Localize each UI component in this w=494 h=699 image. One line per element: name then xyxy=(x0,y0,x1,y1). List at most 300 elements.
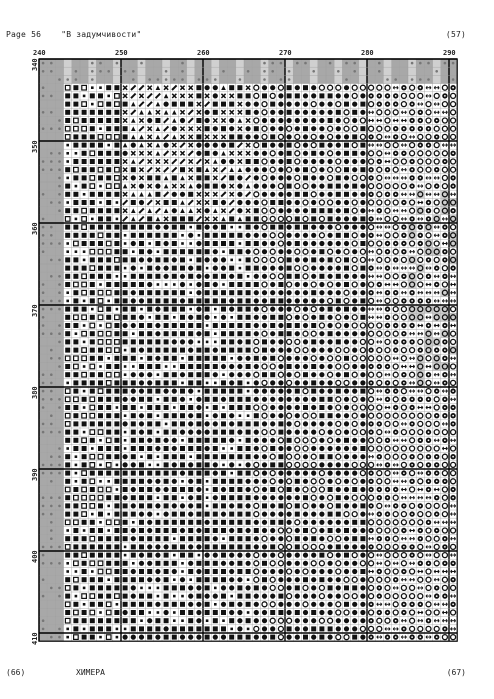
stitch-cell xyxy=(113,617,121,625)
stitch-cell xyxy=(72,535,80,543)
stitch-cell xyxy=(170,141,178,149)
stitch-cell xyxy=(400,305,408,313)
stitch-cell xyxy=(310,272,318,280)
stitch-cell xyxy=(39,617,47,625)
stitch-cell xyxy=(154,305,162,313)
stitch-cell xyxy=(441,190,449,198)
stitch-cell xyxy=(449,379,457,387)
stitch-cell xyxy=(178,256,186,264)
stitch-cell xyxy=(383,453,391,461)
stitch-cell xyxy=(228,256,236,264)
stitch-cell xyxy=(219,633,227,641)
stitch-cell xyxy=(449,600,457,608)
stitch-cell xyxy=(219,321,227,329)
stitch-cell xyxy=(408,116,416,124)
stitch-cell xyxy=(219,100,227,108)
stitch-cell xyxy=(162,280,170,288)
stitch-cell xyxy=(211,182,219,190)
stitch-cell xyxy=(383,330,391,338)
stitch-cell xyxy=(96,625,104,633)
stitch-cell xyxy=(260,510,268,518)
stitch-cell xyxy=(195,239,203,247)
stitch-cell xyxy=(285,633,293,641)
stitch-cell xyxy=(129,371,137,379)
stitch-cell xyxy=(219,248,227,256)
stitch-cell xyxy=(105,461,113,469)
stitch-cell xyxy=(236,305,244,313)
stitch-cell xyxy=(392,617,400,625)
stitch-cell xyxy=(88,354,96,362)
stitch-cell xyxy=(408,461,416,469)
stitch-cell xyxy=(392,182,400,190)
stitch-cell xyxy=(219,600,227,608)
stitch-cell xyxy=(146,289,154,297)
stitch-cell xyxy=(39,412,47,420)
stitch-cell xyxy=(293,371,301,379)
stitch-cell xyxy=(326,502,334,510)
stitch-cell xyxy=(260,305,268,313)
stitch-cell xyxy=(55,387,63,395)
stitch-cell xyxy=(408,543,416,551)
stitch-cell xyxy=(408,125,416,133)
stitch-cell xyxy=(80,535,88,543)
stitch-cell xyxy=(342,141,350,149)
stitch-cell xyxy=(113,321,121,329)
stitch-cell xyxy=(433,223,441,231)
stitch-cell xyxy=(285,100,293,108)
stitch-cell xyxy=(351,133,359,141)
stitch-cell xyxy=(252,526,260,534)
stitch-cell xyxy=(146,444,154,452)
stitch-cell xyxy=(105,231,113,239)
stitch-cell xyxy=(72,280,80,288)
stitch-cell xyxy=(187,338,195,346)
stitch-cell xyxy=(285,526,293,534)
stitch-cell xyxy=(351,92,359,100)
stitch-cell xyxy=(310,116,318,124)
stitch-cell xyxy=(211,518,219,526)
stitch-cell xyxy=(162,510,170,518)
stitch-cell xyxy=(351,108,359,116)
stitch-cell xyxy=(367,469,375,477)
stitch-cell xyxy=(170,239,178,247)
stitch-cell xyxy=(80,592,88,600)
stitch-cell xyxy=(318,567,326,575)
stitch-cell xyxy=(400,453,408,461)
stitch-cell xyxy=(64,84,72,92)
stitch-cell xyxy=(113,379,121,387)
stitch-cell xyxy=(252,494,260,502)
stitch-cell xyxy=(433,436,441,444)
stitch-cell xyxy=(334,461,342,469)
stitch-cell xyxy=(121,256,129,264)
stitch-cell xyxy=(326,166,334,174)
stitch-cell xyxy=(39,84,47,92)
stitch-cell xyxy=(342,157,350,165)
stitch-cell xyxy=(351,510,359,518)
stitch-cell xyxy=(195,248,203,256)
stitch-cell xyxy=(154,256,162,264)
stitch-cell xyxy=(195,264,203,272)
stitch-cell xyxy=(146,305,154,313)
stitch-cell xyxy=(367,207,375,215)
stitch-cell xyxy=(236,264,244,272)
stitch-cell xyxy=(146,198,154,206)
stitch-cell xyxy=(178,215,186,223)
stitch-cell xyxy=(244,625,252,633)
stitch-cell xyxy=(351,116,359,124)
stitch-cell xyxy=(342,567,350,575)
stitch-cell xyxy=(129,633,137,641)
stitch-cell xyxy=(334,362,342,370)
stitch-cell xyxy=(326,215,334,223)
stitch-cell xyxy=(228,313,236,321)
stitch-cell xyxy=(154,125,162,133)
stitch-cell xyxy=(113,469,121,477)
stitch-cell xyxy=(39,264,47,272)
stitch-cell xyxy=(187,215,195,223)
stitch-cell xyxy=(80,157,88,165)
stitch-cell xyxy=(375,338,383,346)
stitch-cell xyxy=(269,412,277,420)
stitch-cell xyxy=(252,403,260,411)
stitch-cell xyxy=(359,289,367,297)
stitch-cell xyxy=(195,526,203,534)
stitch-cell xyxy=(449,444,457,452)
stitch-cell xyxy=(383,141,391,149)
stitch-cell xyxy=(228,510,236,518)
stitch-cell xyxy=(211,256,219,264)
stitch-cell xyxy=(392,346,400,354)
stitch-cell xyxy=(121,379,129,387)
stitch-cell xyxy=(203,551,211,559)
stitch-cell xyxy=(72,371,80,379)
stitch-cell xyxy=(113,625,121,633)
stitch-cell xyxy=(252,379,260,387)
stitch-cell xyxy=(72,444,80,452)
stitch-cell xyxy=(129,592,137,600)
stitch-cell xyxy=(326,264,334,272)
stitch-cell xyxy=(96,100,104,108)
stitch-cell xyxy=(178,600,186,608)
stitch-cell xyxy=(219,75,227,83)
stitch-cell xyxy=(383,100,391,108)
stitch-cell xyxy=(72,92,80,100)
stitch-cell xyxy=(96,608,104,616)
stitch-cell xyxy=(293,207,301,215)
stitch-cell xyxy=(187,420,195,428)
stitch-cell xyxy=(441,231,449,239)
stitch-cell xyxy=(170,494,178,502)
stitch-cell xyxy=(187,362,195,370)
stitch-cell xyxy=(424,256,432,264)
stitch-cell xyxy=(113,280,121,288)
stitch-cell xyxy=(252,354,260,362)
stitch-cell xyxy=(236,551,244,559)
stitch-cell xyxy=(400,387,408,395)
stitch-cell xyxy=(55,354,63,362)
stitch-cell xyxy=(260,354,268,362)
stitch-cell xyxy=(408,248,416,256)
stitch-cell xyxy=(236,190,244,198)
stitch-cell xyxy=(310,289,318,297)
stitch-cell xyxy=(334,338,342,346)
stitch-cell xyxy=(342,510,350,518)
stitch-cell xyxy=(154,264,162,272)
stitch-cell xyxy=(72,362,80,370)
stitch-cell xyxy=(203,526,211,534)
stitch-cell xyxy=(64,256,72,264)
stitch-cell xyxy=(187,584,195,592)
stitch-cell xyxy=(211,116,219,124)
stitch-cell xyxy=(195,289,203,297)
stitch-cell xyxy=(211,387,219,395)
stitch-cell xyxy=(96,108,104,116)
stitch-cell xyxy=(105,297,113,305)
stitch-cell xyxy=(162,551,170,559)
stitch-cell xyxy=(334,141,342,149)
stitch-cell xyxy=(55,510,63,518)
stitch-cell xyxy=(244,215,252,223)
stitch-cell xyxy=(55,535,63,543)
stitch-cell xyxy=(146,600,154,608)
stitch-cell xyxy=(96,600,104,608)
stitch-cell xyxy=(88,633,96,641)
stitch-cell xyxy=(383,207,391,215)
stitch-cell xyxy=(277,289,285,297)
stitch-cell xyxy=(236,526,244,534)
stitch-cell xyxy=(408,395,416,403)
stitch-cell xyxy=(342,297,350,305)
stitch-cell xyxy=(211,248,219,256)
stitch-cell xyxy=(416,223,424,231)
stitch-cell xyxy=(170,248,178,256)
stitch-cell xyxy=(129,428,137,436)
stitch-cell xyxy=(187,387,195,395)
stitch-cell xyxy=(326,289,334,297)
stitch-cell xyxy=(137,633,145,641)
stitch-cell xyxy=(285,551,293,559)
stitch-cell xyxy=(433,625,441,633)
stitch-cell xyxy=(367,453,375,461)
stitch-cell xyxy=(187,280,195,288)
stitch-cell xyxy=(441,625,449,633)
stitch-cell xyxy=(55,133,63,141)
stitch-cell xyxy=(441,551,449,559)
stitch-cell xyxy=(424,625,432,633)
stitch-cell xyxy=(326,428,334,436)
stitch-cell xyxy=(64,198,72,206)
stitch-cell xyxy=(96,535,104,543)
stitch-cell xyxy=(424,502,432,510)
stitch-cell xyxy=(301,100,309,108)
stitch-cell xyxy=(47,518,55,526)
stitch-cell xyxy=(195,313,203,321)
stitch-cell xyxy=(88,190,96,198)
stitch-cell xyxy=(129,59,137,67)
stitch-cell xyxy=(47,157,55,165)
stitch-cell xyxy=(39,280,47,288)
stitch-cell xyxy=(55,395,63,403)
stitch-cell xyxy=(129,231,137,239)
stitch-cell xyxy=(47,125,55,133)
stitch-cell xyxy=(260,248,268,256)
stitch-cell xyxy=(269,149,277,157)
stitch-cell xyxy=(318,608,326,616)
stitch-cell xyxy=(203,518,211,526)
stitch-cell xyxy=(285,387,293,395)
stitch-cell xyxy=(318,494,326,502)
stitch-cell xyxy=(80,576,88,584)
stitch-cell xyxy=(154,207,162,215)
stitch-cell xyxy=(359,420,367,428)
stitch-cell xyxy=(449,576,457,584)
stitch-cell xyxy=(277,354,285,362)
stitch-cell xyxy=(408,403,416,411)
stitch-cell xyxy=(105,444,113,452)
stitch-cell xyxy=(269,567,277,575)
stitch-cell xyxy=(310,174,318,182)
stitch-cell xyxy=(375,526,383,534)
stitch-cell xyxy=(178,551,186,559)
stitch-cell xyxy=(72,412,80,420)
stitch-cell xyxy=(80,297,88,305)
stitch-cell xyxy=(408,518,416,526)
stitch-cell xyxy=(367,477,375,485)
stitch-cell xyxy=(39,215,47,223)
stitch-cell xyxy=(55,264,63,272)
stitch-cell xyxy=(359,502,367,510)
stitch-cell xyxy=(269,436,277,444)
stitch-cell xyxy=(301,166,309,174)
stitch-cell xyxy=(96,518,104,526)
stitch-cell xyxy=(293,576,301,584)
stitch-cell xyxy=(301,280,309,288)
stitch-cell xyxy=(293,461,301,469)
stitch-cell xyxy=(334,84,342,92)
stitch-cell xyxy=(137,617,145,625)
stitch-cell xyxy=(416,461,424,469)
stitch-cell xyxy=(154,510,162,518)
stitch-cell xyxy=(170,412,178,420)
stitch-cell xyxy=(236,535,244,543)
stitch-cell xyxy=(39,379,47,387)
stitch-cell xyxy=(162,576,170,584)
stitch-cell xyxy=(39,116,47,124)
stitch-cell xyxy=(121,248,129,256)
stitch-cell xyxy=(72,600,80,608)
stitch-cell xyxy=(80,543,88,551)
stitch-cell xyxy=(424,453,432,461)
stitch-cell xyxy=(154,543,162,551)
stitch-cell xyxy=(137,420,145,428)
stitch-cell xyxy=(203,535,211,543)
stitch-cell xyxy=(113,330,121,338)
stitch-cell xyxy=(105,116,113,124)
stitch-cell xyxy=(236,239,244,247)
stitch-cell xyxy=(408,59,416,67)
stitch-cell xyxy=(154,166,162,174)
stitch-cell xyxy=(310,584,318,592)
stitch-cell xyxy=(187,379,195,387)
stitch-cell xyxy=(219,108,227,116)
stitch-cell xyxy=(64,305,72,313)
stitch-cell xyxy=(170,174,178,182)
stitch-cell xyxy=(424,428,432,436)
stitch-cell xyxy=(72,321,80,329)
stitch-cell xyxy=(310,617,318,625)
stitch-cell xyxy=(400,494,408,502)
stitch-cell xyxy=(424,379,432,387)
stitch-cell xyxy=(47,461,55,469)
stitch-cell xyxy=(146,469,154,477)
stitch-cell xyxy=(392,149,400,157)
stitch-cell xyxy=(367,461,375,469)
stitch-cell xyxy=(260,518,268,526)
stitch-cell xyxy=(72,116,80,124)
stitch-cell xyxy=(326,567,334,575)
stitch-cell xyxy=(72,403,80,411)
stitch-cell xyxy=(88,149,96,157)
stitch-cell xyxy=(367,231,375,239)
stitch-cell xyxy=(170,149,178,157)
stitch-cell xyxy=(113,420,121,428)
stitch-cell xyxy=(375,141,383,149)
stitch-cell xyxy=(416,297,424,305)
stitch-cell xyxy=(113,592,121,600)
stitch-cell xyxy=(105,141,113,149)
stitch-cell xyxy=(105,453,113,461)
stitch-cell xyxy=(383,248,391,256)
stitch-cell xyxy=(88,108,96,116)
stitch-cell xyxy=(88,125,96,133)
stitch-cell xyxy=(96,321,104,329)
stitch-cell xyxy=(334,305,342,313)
stitch-cell xyxy=(367,248,375,256)
stitch-cell xyxy=(96,453,104,461)
stitch-cell xyxy=(318,592,326,600)
stitch-cell xyxy=(416,576,424,584)
stitch-cell xyxy=(416,543,424,551)
stitch-cell xyxy=(326,207,334,215)
stitch-cell xyxy=(301,239,309,247)
stitch-cell xyxy=(211,584,219,592)
stitch-cell xyxy=(252,395,260,403)
stitch-cell xyxy=(244,567,252,575)
stitch-cell xyxy=(170,420,178,428)
stitch-cell xyxy=(334,207,342,215)
stitch-cell xyxy=(326,321,334,329)
stitch-cell xyxy=(203,157,211,165)
stitch-cell xyxy=(236,617,244,625)
stitch-cell xyxy=(310,576,318,584)
stitch-cell xyxy=(433,289,441,297)
stitch-cell xyxy=(449,567,457,575)
column-label: 290 xyxy=(443,49,456,57)
stitch-cell xyxy=(359,272,367,280)
stitch-cell xyxy=(318,174,326,182)
stitch-cell xyxy=(408,207,416,215)
stitch-cell xyxy=(285,231,293,239)
stitch-cell xyxy=(375,485,383,493)
stitch-cell xyxy=(154,485,162,493)
stitch-cell xyxy=(203,321,211,329)
stitch-cell xyxy=(433,141,441,149)
stitch-cell xyxy=(137,354,145,362)
stitch-cell xyxy=(326,256,334,264)
stitch-cell xyxy=(39,256,47,264)
stitch-cell xyxy=(392,100,400,108)
